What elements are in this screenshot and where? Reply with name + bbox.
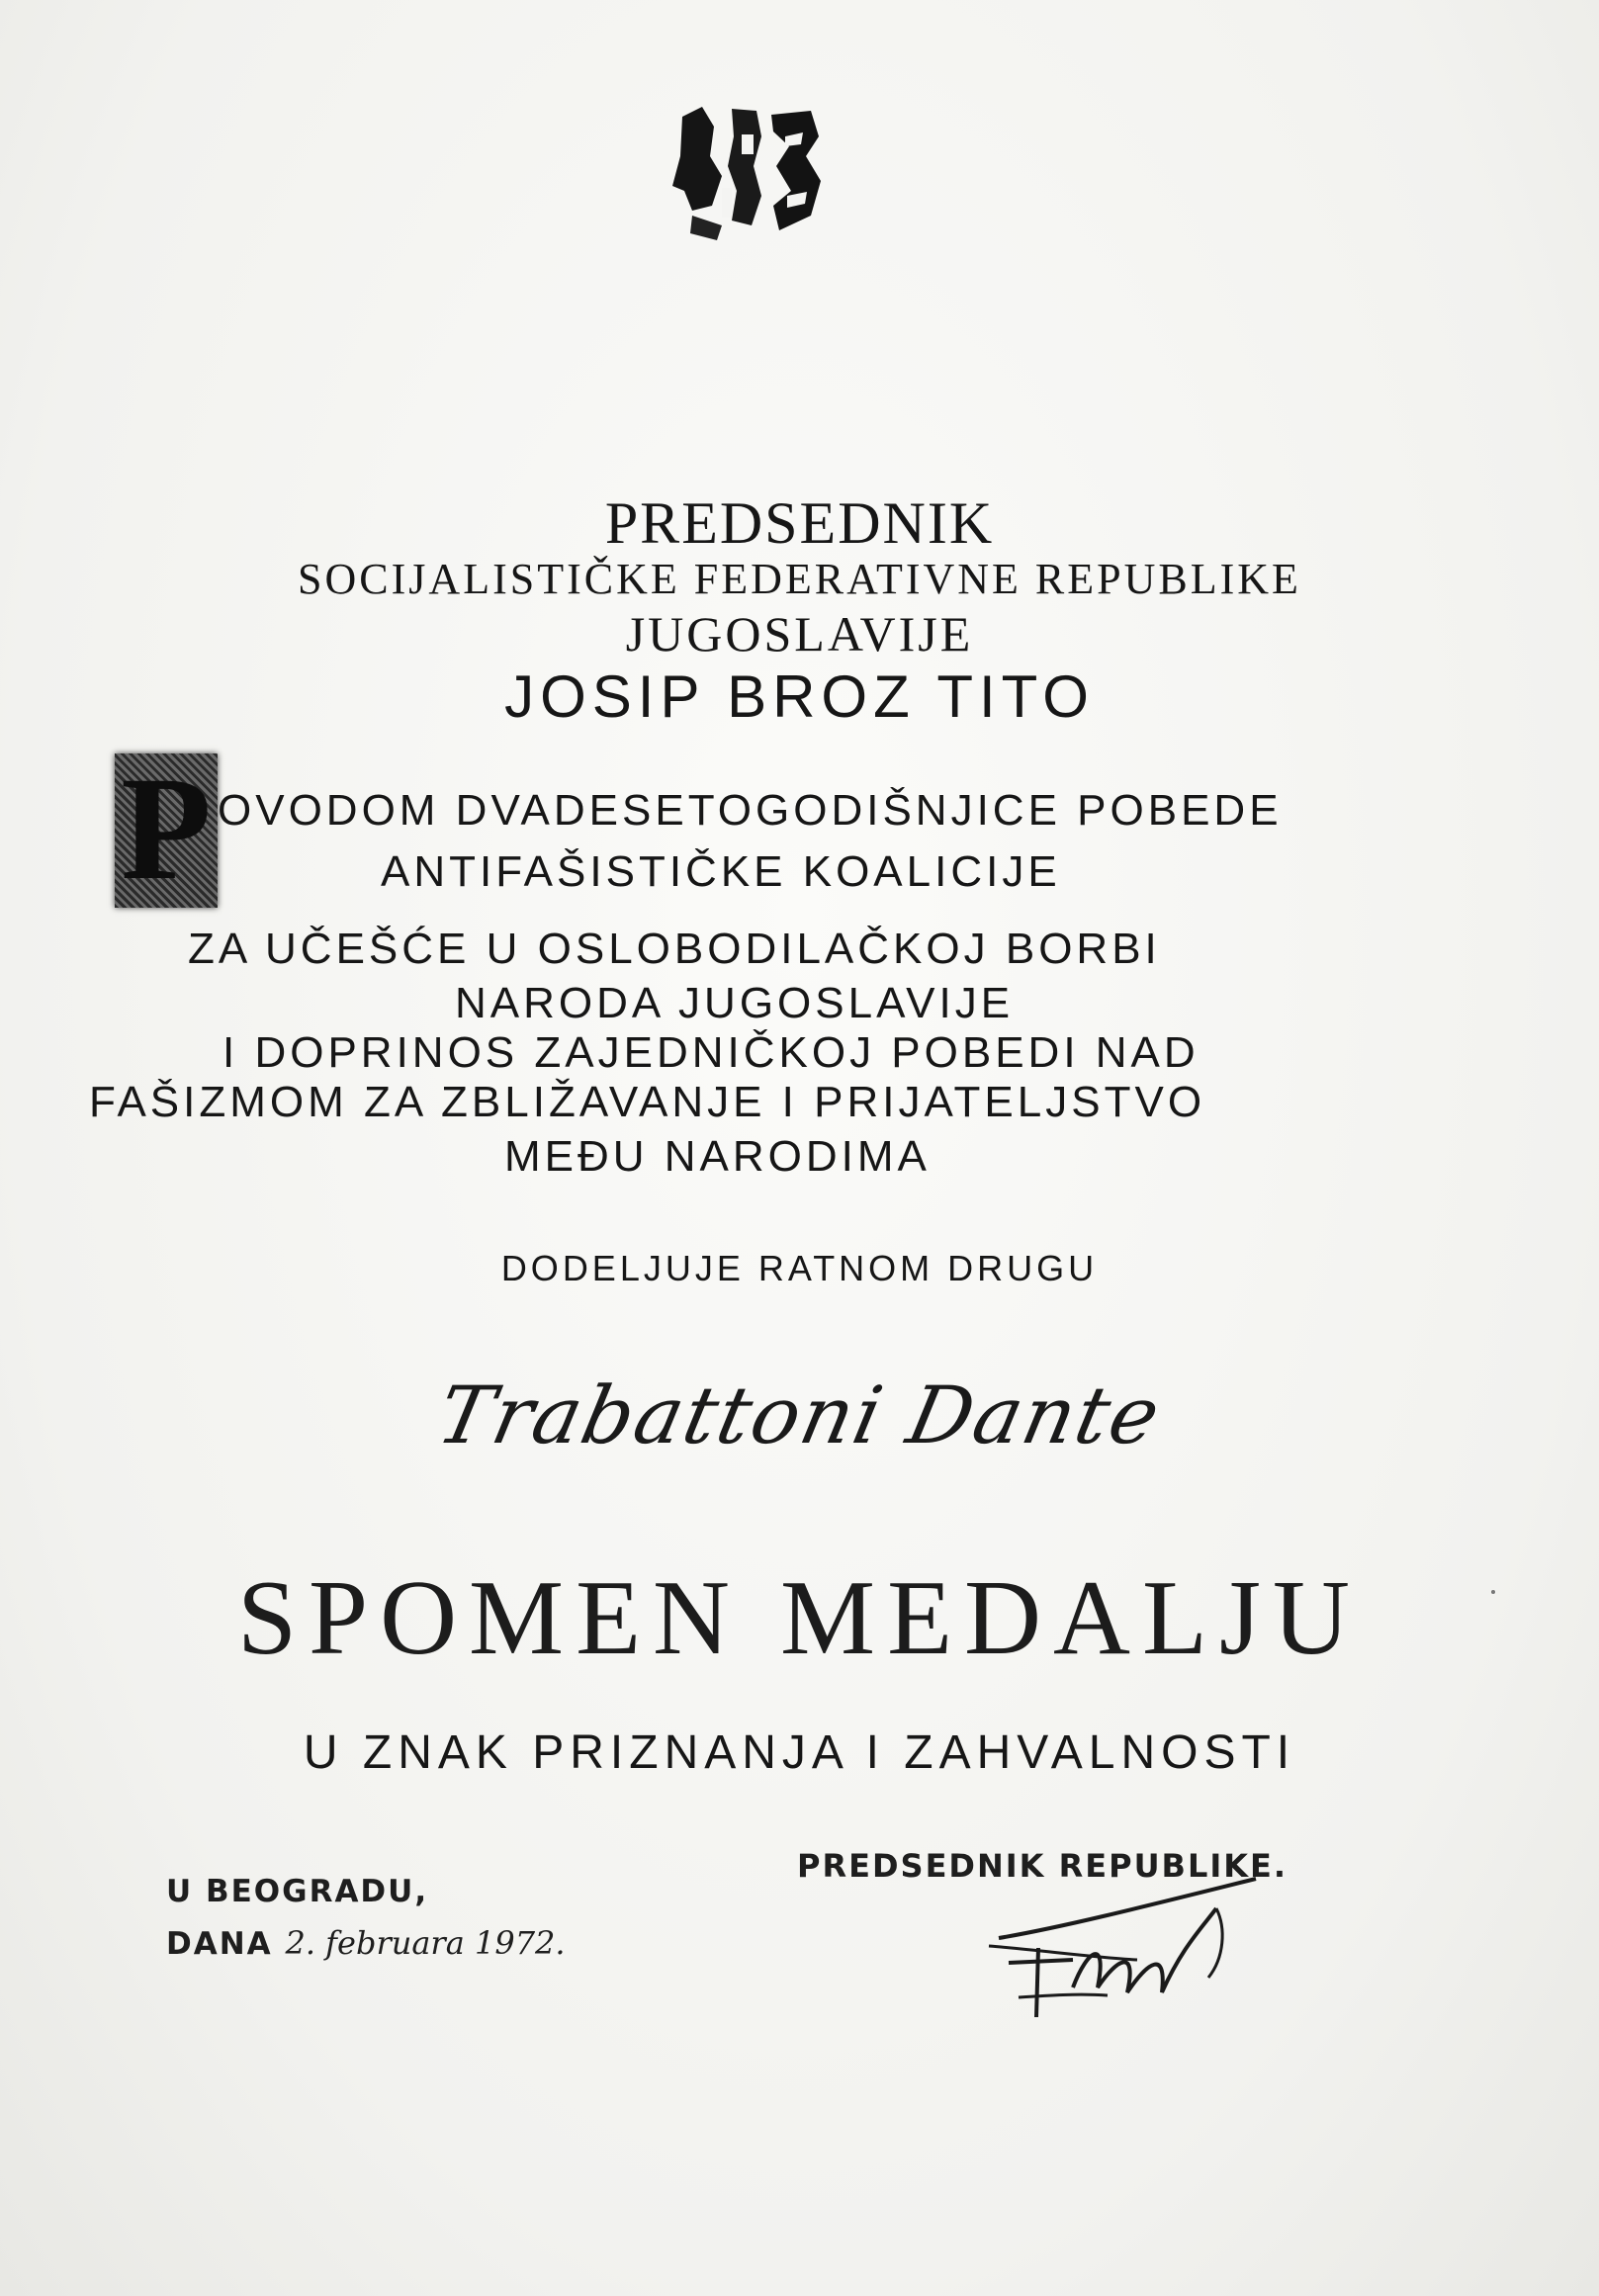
dedication-line-6: FAŠIZMOM ZA ZBLIŽAVANJE I PRIJATELJSTVO <box>89 1078 1206 1126</box>
handwritten-signature-icon <box>979 1869 1266 2027</box>
paper-speck <box>1491 1590 1495 1594</box>
date-handwritten: 2. februara 1972. <box>285 1924 566 1962</box>
award-name: SPOMEN MEDALJU <box>236 1559 1363 1677</box>
date-of-issue <box>166 1924 566 1962</box>
signatory-title: PREDSEDNIK REPUBLIKE. <box>797 1847 1288 1885</box>
header-line-republic: SOCIJALISTIČKE FEDERATIVNE REPUBLIKE <box>298 555 1301 603</box>
dedication-line-4: NARODA JUGOSLAVIJE <box>455 979 1015 1027</box>
dedication-line-5: I DOPRINOS ZAJEDNIČKOJ POBEDI NAD <box>222 1028 1199 1077</box>
recipient-name: Trabattoni Dante <box>429 1369 1170 1461</box>
award-line: DODELJUJE RATNOM DRUGU <box>500 1248 1099 1288</box>
date-prefix: DANA <box>166 1926 273 1962</box>
header-line-president: PREDSEDNIK <box>604 490 995 556</box>
dedication-line-2: ANTIFAŠISTIČKE KOALICIJE <box>381 847 1061 896</box>
dedication-line-3: ZA UČEŠĆE U OSLOBODILAČKOJ BORBI <box>188 925 1161 973</box>
decorative-initial-letter: P <box>121 747 212 911</box>
place-of-issue: U BEOGRADU, <box>166 1874 429 1909</box>
dedication-line-7: MEĐU NARODIMA <box>504 1132 931 1181</box>
header-line-name: JOSIP BROZ TITO <box>504 663 1095 730</box>
coat-of-arms-emblem-icon <box>663 97 870 245</box>
dedication-line-1: OVODOM DVADESETOGODIŠNJICE POBEDE <box>218 786 1283 835</box>
header-line-yugoslavia: JUGOSLAVIJE <box>625 606 974 662</box>
gratitude-line: U ZNAK PRIZNANJA I ZAHVALNOSTI <box>303 1726 1296 1779</box>
